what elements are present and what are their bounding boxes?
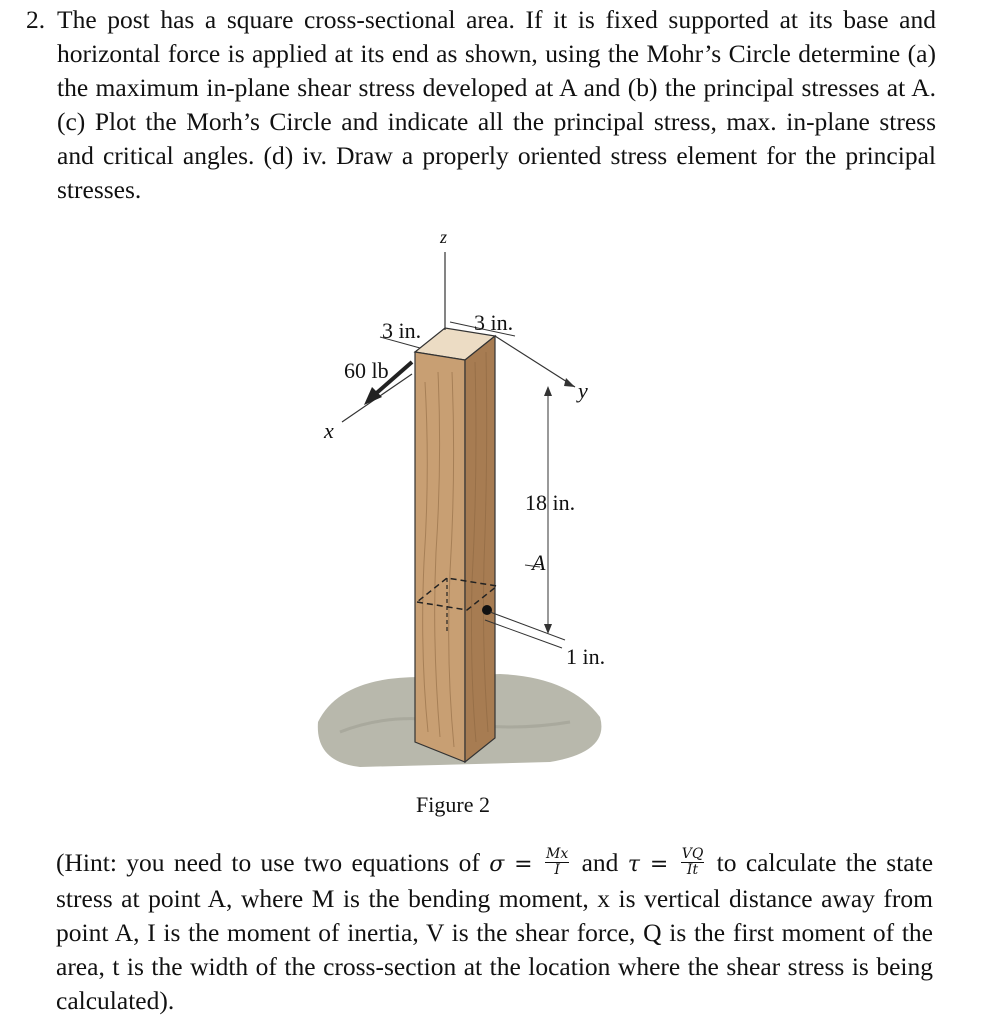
problem-statement <box>26 3 936 207</box>
hint-rest: to calculate the state stress at point A, where M is the bending moment, x is vertical distance away from point A, I is the moment of inertia, V is the shear force, Q is the first moment of the area, t is the width of the cross-section at the location where the shear stress is being calculated). <box>56 848 934 1015</box>
problem-number: 2. <box>26 5 46 34</box>
force-label: 60 lb <box>344 358 389 383</box>
figure-caption: Figure 2 <box>416 792 490 817</box>
width-dimension-1: 3 in. <box>382 318 422 343</box>
x-axis-label: x <box>324 418 334 443</box>
point-a-label: A <box>532 550 546 575</box>
frac2-numerator: VQ <box>681 845 704 862</box>
post-left-face <box>415 352 465 762</box>
y-axis-label: y <box>578 378 588 403</box>
frac1-denominator: I <box>554 861 560 878</box>
z-axis-label: z <box>440 227 448 247</box>
hint-paragraph <box>56 846 933 1018</box>
post-diagram <box>300 222 640 782</box>
point-a-marker <box>482 605 492 615</box>
frac2-denominator: It <box>686 861 699 878</box>
height-dimension-label: 18 in. <box>525 490 576 515</box>
bending-stress-fraction <box>545 847 569 878</box>
sigma-symbol: σ = <box>489 852 533 877</box>
post-figure <box>300 222 640 782</box>
width-dimension-2: 3 in. <box>474 310 514 335</box>
problem-text: The post has a square cross-sectional area. If it is fixed supported at its base and horizontal force is applied at its end as shown, using the Mohr’s Circle determine (a) the maximum in-plane shear stress developed at A and (b) the principal stresses at A. (c) Plot the Morh’s Circle and indicate all the principal stress, max. in-plane stress and critical angles. (d) iv. Draw a properly oriented stress element for the principal stresses. <box>57 5 936 204</box>
hint-intro: (Hint: you need to use two equations of <box>56 848 480 877</box>
frac1-numerator: Mx <box>545 845 569 862</box>
shear-stress-fraction <box>681 847 705 878</box>
hint-and: and <box>581 848 619 877</box>
post-right-face <box>465 336 495 762</box>
tau-symbol: τ = <box>627 852 669 877</box>
y-axis <box>495 336 575 387</box>
offset-dimension-label: 1 in. <box>566 644 606 669</box>
